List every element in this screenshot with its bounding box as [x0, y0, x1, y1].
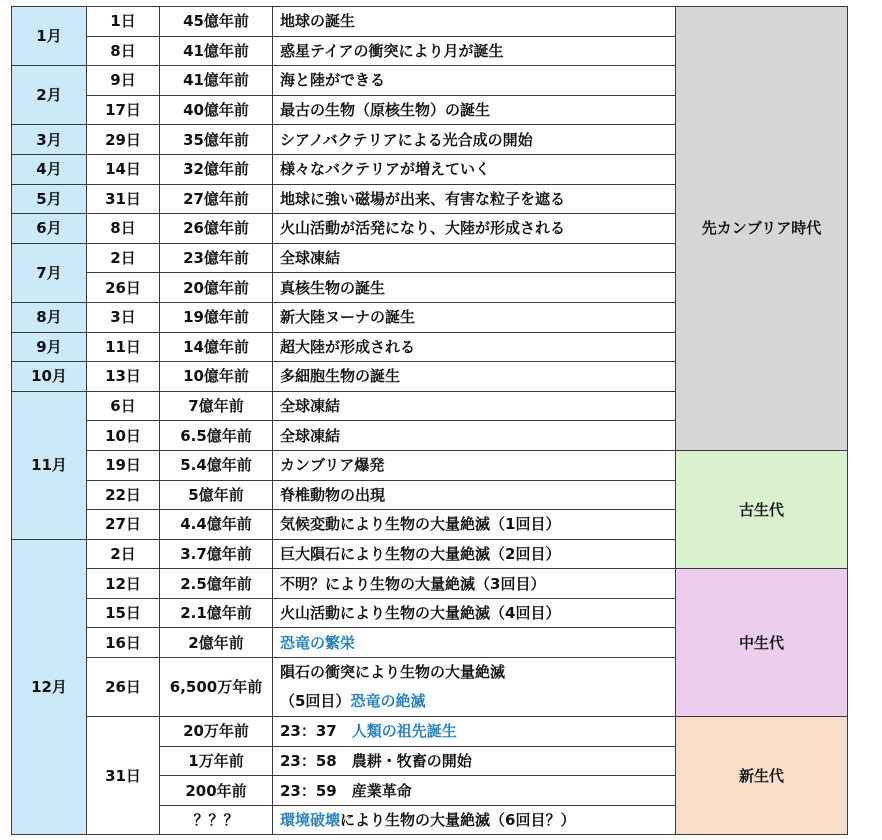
- event-cell: 恐竜の繁栄: [273, 628, 676, 658]
- years-ago-cell: 1万年前: [160, 746, 273, 776]
- years-ago-cell: 41億年前: [160, 36, 273, 66]
- years-ago-cell: 10億年前: [160, 362, 273, 392]
- day-cell: 12日: [87, 569, 160, 599]
- day-cell: 8日: [87, 214, 160, 244]
- day-cell: 22日: [87, 480, 160, 510]
- event-rest: により生物の大量絶滅（6回目？）: [340, 811, 576, 830]
- day-cell: 2日: [87, 243, 160, 273]
- day-cell: 15日: [87, 598, 160, 628]
- month-cell: 3月: [12, 125, 87, 155]
- years-ago-cell: 32億年前: [160, 154, 273, 184]
- day-cell: 2日: [87, 539, 160, 569]
- event-cell: 最古の生物（原核生物）の誕生: [273, 95, 676, 125]
- event-cell: 新大陸ヌーナの誕生: [273, 302, 676, 332]
- years-ago-cell: 6.5億年前: [160, 421, 273, 451]
- month-cell: 10月: [12, 362, 87, 392]
- day-cell: 6日: [87, 391, 160, 421]
- event-cell: 全球凍結: [273, 391, 676, 421]
- event-cell: 惑星テイアの衝突により月が誕生: [273, 36, 676, 66]
- month-cell: 4月: [12, 154, 87, 184]
- event-cell: 超大陸が形成される: [273, 332, 676, 362]
- table-row: [12, 717, 848, 747]
- month-cell: 5月: [12, 184, 87, 214]
- years-ago-cell: 6,500万年前: [160, 658, 273, 717]
- month-cell: 12月: [12, 539, 87, 835]
- month-cell: 1月: [12, 7, 87, 66]
- years-ago-cell: 14億年前: [160, 332, 273, 362]
- event-cell: 多細胞生物の誕生: [273, 362, 676, 392]
- event-cell: [273, 658, 676, 717]
- day-cell: 10日: [87, 421, 160, 451]
- day-cell: 13日: [87, 362, 160, 392]
- month-cell: 8月: [12, 302, 87, 332]
- event-line-prefix: （5回目）: [280, 692, 351, 711]
- era-cell-cenozoic: 新生代: [676, 717, 848, 835]
- event-cell: 23：58 農耕・牧畜の開始: [273, 746, 676, 776]
- event-cell: 不明？により生物の大量絶滅（3回目）: [273, 569, 676, 599]
- years-ago-cell: 2億年前: [160, 628, 273, 658]
- event-line: 隕石の衝突により生物の大量絶滅: [280, 663, 506, 682]
- day-cell: 3日: [87, 302, 160, 332]
- event-cell: 地球に強い磁場が出来、有害な粒子を遮る: [273, 184, 676, 214]
- day-cell: 31日: [87, 184, 160, 214]
- years-ago-cell: 7億年前: [160, 391, 273, 421]
- years-ago-cell: 200年前: [160, 776, 273, 806]
- years-ago-cell: 40億年前: [160, 95, 273, 125]
- event-highlight: 環境破壊: [280, 811, 341, 830]
- day-cell: 1日: [87, 7, 160, 37]
- event-cell: 全球凍結: [273, 243, 676, 273]
- month-cell: 2月: [12, 66, 87, 125]
- era-cell-precambrian: 先カンブリア時代: [676, 7, 848, 451]
- day-cell: 9日: [87, 66, 160, 96]
- years-ago-cell: 5.4億年前: [160, 450, 273, 480]
- years-ago-cell: 27億年前: [160, 184, 273, 214]
- event-cell: 地球の誕生: [273, 7, 676, 37]
- era-cell-paleozoic: 古生代: [676, 450, 848, 568]
- years-ago-cell: 19億年前: [160, 302, 273, 332]
- month-cell: 7月: [12, 243, 87, 302]
- years-ago-cell: 20万年前: [160, 717, 273, 747]
- day-cell: 26日: [87, 658, 160, 717]
- day-cell: 14日: [87, 154, 160, 184]
- day-cell: 26日: [87, 273, 160, 303]
- years-ago-cell: 2.5億年前: [160, 569, 273, 599]
- month-cell: 11月: [12, 391, 87, 539]
- month-cell: 9月: [12, 332, 87, 362]
- event-cell: [273, 805, 676, 835]
- day-cell: 17日: [87, 95, 160, 125]
- table-row: [12, 569, 848, 599]
- event-cell: カンブリア爆発: [273, 450, 676, 480]
- years-ago-cell: 20億年前: [160, 273, 273, 303]
- event-cell: 全球凍結: [273, 421, 676, 451]
- years-ago-cell: 2.1億年前: [160, 598, 273, 628]
- years-ago-cell: 3.7億年前: [160, 539, 273, 569]
- years-ago-cell: 45億年前: [160, 7, 273, 37]
- event-cell: 巨大隕石により生物の大量絶滅（2回目）: [273, 539, 676, 569]
- years-ago-cell: 35億年前: [160, 125, 273, 155]
- table-row: [12, 7, 848, 37]
- years-ago-cell: 23億年前: [160, 243, 273, 273]
- day-cell: 11日: [87, 332, 160, 362]
- day-cell: 8日: [87, 36, 160, 66]
- event-cell: 火山活動が活発になり、大陸が形成される: [273, 214, 676, 244]
- years-ago-cell: 41億年前: [160, 66, 273, 96]
- event-time: 23：37: [280, 722, 337, 741]
- era-cell-mesozoic: 中生代: [676, 569, 848, 717]
- event-cell: 23：59 産業革命: [273, 776, 676, 806]
- day-cell: 29日: [87, 125, 160, 155]
- day-cell: 16日: [87, 628, 160, 658]
- day-cell: 27日: [87, 510, 160, 540]
- day-cell: 19日: [87, 450, 160, 480]
- event-cell: 真核生物の誕生: [273, 273, 676, 303]
- day-cell: 31日: [87, 717, 160, 835]
- month-cell: 6月: [12, 214, 87, 244]
- event-highlight: 恐竜の絶滅: [350, 692, 426, 711]
- years-ago-cell: ？？？: [160, 805, 273, 835]
- event-highlight: 人類の祖先誕生: [351, 722, 457, 741]
- years-ago-cell: 26億年前: [160, 214, 273, 244]
- event-cell: [273, 717, 676, 747]
- earth-history-calendar-table: [11, 6, 848, 835]
- event-cell: 海と陸ができる: [273, 66, 676, 96]
- event-cell: 火山活動により生物の大量絶滅（4回目）: [273, 598, 676, 628]
- event-cell: シアノバクテリアによる光合成の開始: [273, 125, 676, 155]
- event-cell: 脊椎動物の出現: [273, 480, 676, 510]
- event-cell: 様々なバクテリアが増えていく: [273, 154, 676, 184]
- years-ago-cell: 5億年前: [160, 480, 273, 510]
- table-row: [12, 450, 848, 480]
- years-ago-cell: 4.4億年前: [160, 510, 273, 540]
- event-cell: 気候変動により生物の大量絶滅（1回目）: [273, 510, 676, 540]
